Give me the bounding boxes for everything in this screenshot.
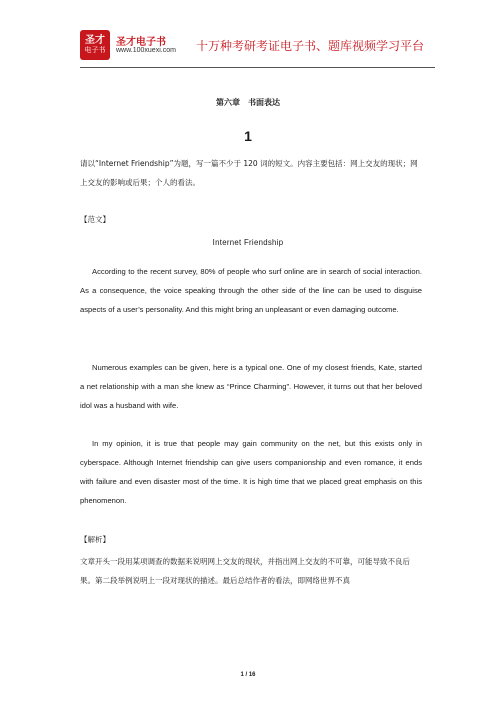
question-number: 1	[244, 128, 252, 144]
essay-paragraph-1: According to the recent survey, 80% of people who surf online are in search of social interaction. As a consequence, the voice speaking through the other side of the line can be used to disguise aspects of a user’s personality. And this might bring an unpleasant or even damaging outcome.	[80, 267, 422, 314]
chapter-title: 第六章 书面表达	[216, 98, 280, 107]
sample-label: 【范文】	[80, 215, 110, 224]
header-slogan: 十万种考研考证电子书、题库视频学习平台	[196, 39, 425, 53]
question-prompt: 请以“Internet Friendship”为题，写一篇不少于 120 词的短文。内容主要包括：网上交友的现状；网上交友的影响或后果；个人的看法。	[80, 159, 418, 187]
logo-line1: 圣才	[85, 35, 105, 46]
essay-title: Internet Friendship	[212, 238, 284, 247]
brand-url[interactable]: www.100xuexi.com	[116, 47, 176, 54]
brand-name: 圣才电子书	[116, 37, 166, 48]
header-divider	[80, 67, 435, 68]
analysis-label: 【解析】	[80, 535, 110, 544]
logo-line2: 电子书	[84, 46, 106, 54]
brand-logo	[80, 30, 110, 60]
page-number: 1 / 16	[240, 672, 256, 678]
analysis-text: 文章开头一段用某项调查的数据来说明网上交友的现状，并指出网上交友的不可靠，可能导致不良后果。第二段举例说明上一段对现状的描述。最后总结作者的看法，即网络世界不真	[80, 557, 410, 585]
essay-paragraph-3: In my opinion, it is true that people may gain community on the net, but this exists only in cyberspace. Although Internet friendship can give users companionship and even romance, it ends with failure and even disaster most of the time. It is high time that we placed great emphasis on this phenomenon.	[80, 439, 422, 505]
essay-paragraph-2: Numerous examples can be given, here is a typical one. One of my closest friends, Kate, started a net relationship with a man she knew as “Prince Charming”. However, it turns out that her beloved idol was a husband with wife.	[80, 363, 422, 410]
page-header	[80, 30, 440, 64]
